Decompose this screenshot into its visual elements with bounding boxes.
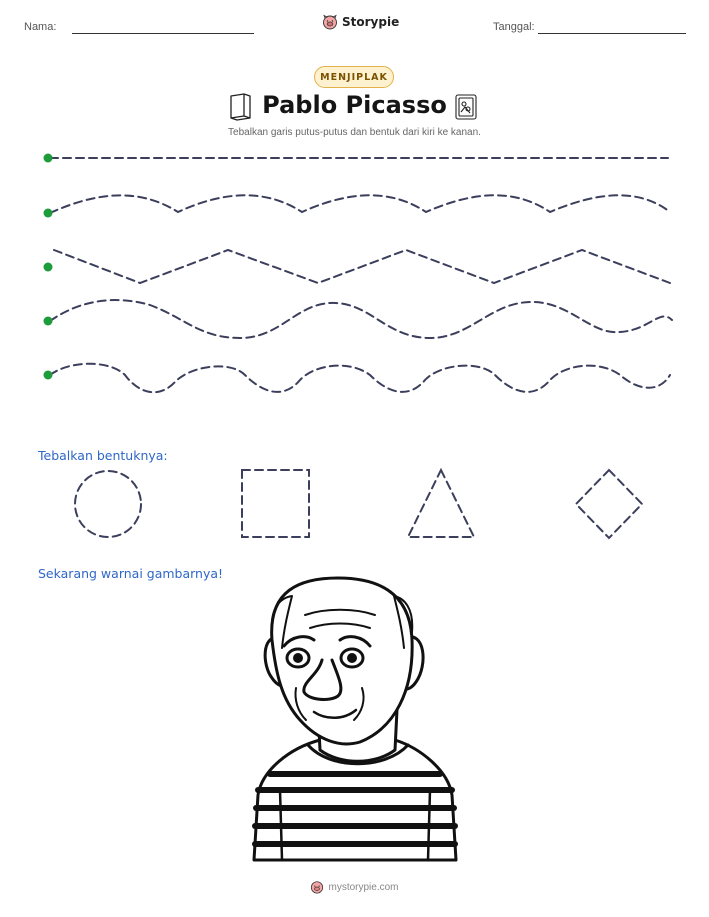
instruction-text: Tebalkan garis putus-putus dan bentuk dari kiri ke kanan.	[228, 127, 481, 138]
name-label: Nama:	[24, 21, 57, 33]
footer	[0, 880, 709, 894]
brand-name: Storypie	[342, 15, 400, 29]
trace-shape-triangle[interactable]	[408, 470, 474, 537]
start-dot	[44, 263, 53, 272]
trace-line-curve[interactable]	[50, 300, 672, 338]
page-title: Pablo Picasso	[262, 91, 447, 119]
trace-line-zigzag[interactable]	[54, 250, 670, 283]
start-dot	[44, 317, 53, 326]
picasso-portrait[interactable]	[254, 578, 456, 860]
date-label: Tanggal:	[493, 21, 535, 33]
trace-shape-square[interactable]	[242, 470, 309, 537]
trace-line-bumps[interactable]	[50, 364, 670, 393]
activity-badge: MENJIPLAK	[314, 66, 394, 88]
start-dot	[44, 371, 53, 380]
shapes-label: Tebalkan bentuknya:	[38, 448, 168, 463]
trace-line-wave[interactable]	[50, 195, 670, 213]
start-dot	[44, 154, 53, 163]
coloring-label: Sekarang warnai gambarnya!	[38, 566, 224, 581]
trace-shape-diamond[interactable]	[576, 470, 642, 538]
pig-icon	[310, 880, 324, 894]
trace-shape-circle[interactable]	[75, 471, 141, 537]
start-dot	[44, 209, 53, 218]
footer-url[interactable]: mystorypie.com	[328, 881, 399, 893]
